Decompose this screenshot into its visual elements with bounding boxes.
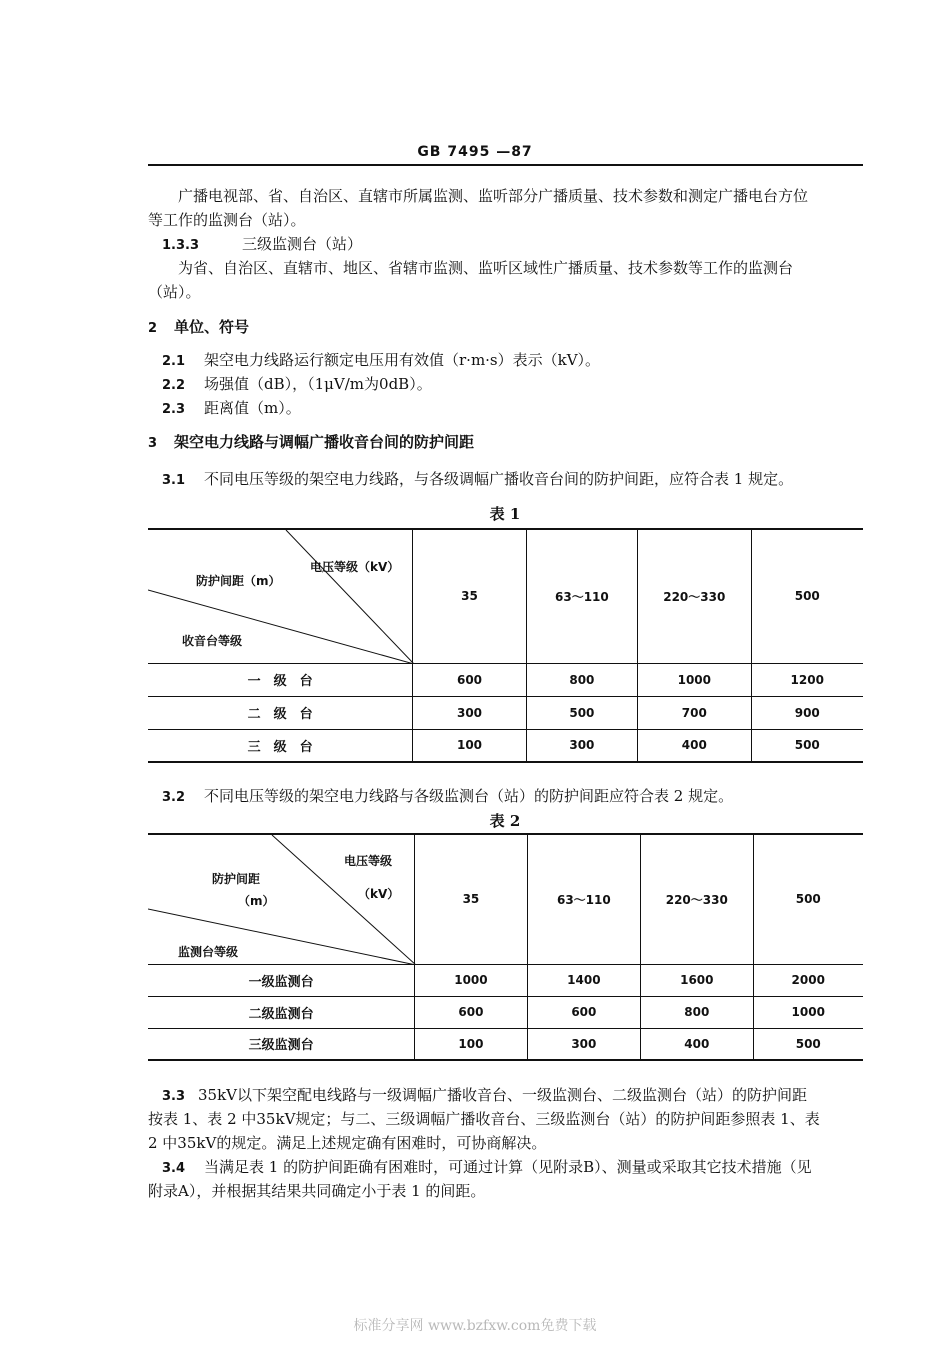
section-2-1 [162, 348, 600, 374]
footer-watermark: 标准分享网 www.bzfxw.com免费下载 [353, 1318, 597, 1334]
table-cell: 300 [527, 1028, 640, 1060]
item-number: 3.4 [162, 1161, 186, 1176]
item-number: 3.1 [162, 473, 186, 488]
table-cell: 100 [415, 1028, 527, 1060]
section-2-heading [148, 315, 249, 341]
item-number: 2.2 [162, 378, 186, 393]
table-cell: 400 [641, 1028, 753, 1060]
section-number: 2 [148, 321, 158, 336]
section-number: 1.3.3 [162, 238, 200, 253]
table-row [148, 1028, 863, 1060]
table-row [148, 663, 863, 696]
table-row [148, 996, 863, 1028]
table-1-caption: 表 1 [489, 505, 521, 523]
s33-line-2: 按表 1、表 2 中35kV规定；与二、三级调幅广播收音台、三级监测台（站）的防护间距参照表 1、表 [148, 1110, 820, 1128]
item-text: 不同电压等级的架空电力线路，与各级调幅广播收音台间的防护间距，应符合表 1 规定。 [204, 470, 794, 488]
table-cell: 1000 [415, 964, 527, 996]
table-cell: 1000 [638, 663, 751, 696]
table-1-corner [148, 529, 413, 663]
section-title: 单位、符号 [174, 318, 250, 336]
s133-line-2: （站）。 [148, 283, 201, 301]
item-number: 3.3 [162, 1089, 186, 1104]
item-text: 架空电力线路运行额定电压用有效值（r·m·s）表示（kV）。 [204, 351, 601, 369]
table-row [148, 729, 863, 762]
section-3-2 [162, 784, 733, 810]
corner-station-label: 监测台等级 [178, 945, 239, 959]
table-cell: 1200 [751, 663, 863, 696]
table-cell: 500 [795, 1036, 821, 1051]
table-row [148, 696, 863, 729]
table-cell: 600 [415, 996, 527, 1028]
s33-line-3: 2 中35kV的规定。满足上述规定确有困难时，可协商解决。 [148, 1134, 547, 1152]
section-3-4 [162, 1155, 812, 1181]
item-number: 2.1 [162, 354, 186, 369]
section-3-heading [148, 430, 474, 456]
row-label: 三级监测台 [148, 1028, 415, 1060]
row-label: 二级监测台 [148, 996, 415, 1028]
corner-distance-label: 防护间距 [212, 872, 261, 886]
s133-line-1: 为省、自治区、直辖市、地区、省辖市监测、监听区域性广播质量、技术参数等工作的监测台 [178, 259, 794, 277]
table-2 [148, 833, 863, 1061]
column-header: 220～330 [641, 834, 753, 964]
row-label: 二 级 台 [148, 696, 413, 729]
item-text: 当满足表 1 的防护间距确有困难时，可通过计算（见附录B）、测量或采取其它技术措施（见 [204, 1158, 812, 1176]
table-cell: 800 [526, 663, 637, 696]
table-cell: 900 [751, 696, 863, 729]
table-cell: 600 [413, 663, 526, 696]
table-cell: 1000 [753, 996, 863, 1028]
section-2-3 [162, 396, 301, 422]
column-header: 63～110 [526, 529, 637, 663]
table-cell: 500 [794, 738, 820, 753]
column-header: 63～110 [527, 834, 640, 964]
corner-voltage-label: 电压等级（kV） [310, 560, 400, 574]
item-number: 2.3 [162, 402, 186, 417]
section-title: 架空电力线路与调幅广播收音台间的防护间距 [174, 433, 475, 451]
item-number: 3.2 [162, 790, 186, 805]
corner-station-label: 收音台等级 [182, 634, 243, 648]
section-3-3 [162, 1083, 807, 1109]
table-row [148, 964, 863, 996]
header-rule [148, 164, 863, 166]
table-cell: 100 [413, 729, 526, 762]
corner-voltage-unit: （kV） [358, 887, 400, 901]
column-header: 35 [415, 834, 527, 964]
table-cell: 300 [526, 729, 637, 762]
table-cell: 600 [527, 996, 640, 1028]
item-text: 场强值（dB），（1μV/m为0dB）。 [204, 375, 432, 393]
table-2-caption: 表 2 [489, 812, 521, 830]
table-cell: 1600 [641, 964, 753, 996]
table-cell: 500 [526, 696, 637, 729]
table-cell: 300 [413, 696, 526, 729]
column-header: 35 [413, 529, 526, 663]
table-cell: 2000 [753, 964, 863, 996]
table-2-corner [148, 834, 415, 964]
corner-distance-label: 防护间距（m） [196, 574, 281, 588]
column-header: 500 [751, 529, 863, 663]
table-cell: 400 [638, 729, 751, 762]
table-cell: 1400 [527, 964, 640, 996]
intro-line-2: 等工作的监测台（站）。 [148, 211, 306, 229]
table-cell: 700 [638, 696, 751, 729]
corner-distance-unit: （m） [238, 894, 275, 908]
intro-line-1: 广播电视部、省、自治区、直辖市所属监测、监听部分广播质量、技术参数和测定广播电台方位 [178, 187, 809, 205]
corner-voltage-label: 电压等级 [344, 854, 393, 868]
item-text: 距离值（m）。 [204, 399, 301, 417]
section-2-2 [162, 372, 432, 398]
row-label: 三 级 台 [148, 729, 413, 762]
section-3-1 [162, 467, 793, 493]
row-label: 一 级 台 [148, 663, 413, 696]
table-1 [148, 528, 863, 763]
column-header: 220～330 [638, 529, 751, 663]
column-header: 500 [753, 834, 863, 964]
section-title: 三级监测台（站） [242, 235, 363, 253]
row-label: 一级监测台 [148, 964, 415, 996]
document-header: GB 7495 —87 [417, 144, 533, 160]
table-cell: 800 [641, 996, 753, 1028]
section-number: 3 [148, 436, 158, 451]
item-text: 35kV以下架空配电线路与一级调幅广播收音台、一级监测台、二级监测台（站）的防护间距 [198, 1086, 808, 1104]
item-text: 不同电压等级的架空电力线路与各级监测台（站）的防护间距应符合表 2 规定。 [204, 787, 734, 805]
section-1-3-3 [162, 232, 362, 258]
s34-line-2: 附录A），并根据其结果共同确定小于表 1 的间距。 [148, 1182, 486, 1200]
